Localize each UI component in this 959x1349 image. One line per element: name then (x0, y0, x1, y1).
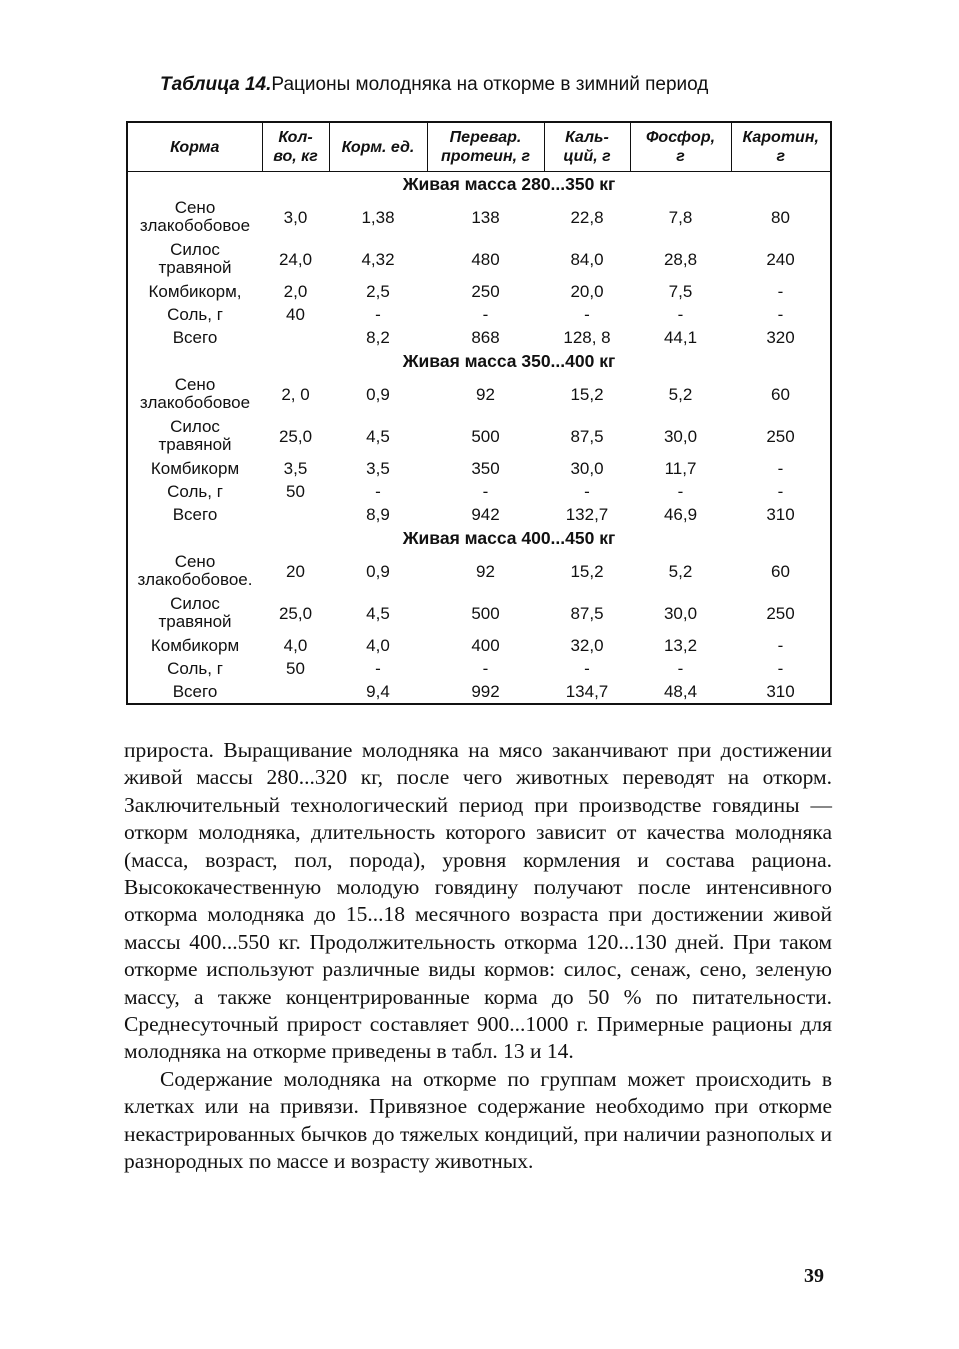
table-cell: 8,2 (366, 328, 390, 347)
page-number: 39 (804, 1265, 824, 1287)
table-cell: 400 (471, 636, 500, 655)
table-cell: 500 (471, 426, 500, 446)
feed-name-line: травяной (158, 258, 232, 277)
section-title: Живая масса 350...400 кг (402, 350, 616, 371)
table-cell: - (777, 459, 784, 478)
feed-name (127, 634, 262, 657)
feed-name-line: травяной (158, 435, 232, 454)
table-cell: 4,0 (366, 636, 390, 655)
column-header-line: Фосфор, (645, 129, 716, 146)
table-cell: 2, 0 (281, 384, 310, 404)
feed-name-line: Сено (174, 552, 216, 571)
table-cell: 320 (766, 328, 795, 347)
table-cell: 128, 8 (563, 328, 611, 347)
table-row (127, 457, 831, 480)
table-row (127, 303, 831, 326)
table-cell: 50 (286, 482, 305, 501)
table-cell: 20,0 (570, 282, 604, 301)
table-cell: 30,0 (570, 459, 604, 478)
feed-name-line: Всего (172, 681, 218, 701)
table-cell: 250 (766, 426, 795, 446)
column-header-line: Каль- (565, 129, 609, 146)
column-header-line: Кол- (278, 129, 313, 146)
table-cell: 30,0 (663, 426, 698, 446)
table-cell: 250 (471, 282, 500, 301)
table-cell: 13,2 (663, 636, 698, 655)
feed-name-line: Сено (174, 198, 216, 217)
table-cell: - (375, 305, 381, 324)
table-cell: 240 (766, 249, 795, 269)
table-cell: 0,9 (366, 561, 390, 581)
table-cell: 87,5 (570, 426, 604, 446)
paragraph-2: Содержание молодняка на откорме по группам может происходить в клетках или на привязи. Привязное содержание необходимо при откорме некастрированных бычков до тяжелых кондиций, при наличии разнополых и разнородных по массе и возрасту животных. (124, 1066, 832, 1174)
table-cell: 40 (286, 305, 305, 324)
column-header-line: во, кг (273, 148, 318, 165)
table-row (127, 373, 831, 415)
table-row (127, 657, 831, 680)
section-title: Живая масса 400...450 кг (402, 527, 616, 548)
table-caption-title: Рационы молодняка на откорме в зимний период (271, 74, 709, 95)
feed-name (127, 592, 262, 634)
table-cell: 4,0 (283, 636, 308, 655)
feed-name-line: травяной (158, 612, 232, 631)
feed-name (127, 480, 262, 503)
feed-name (127, 326, 262, 349)
table-cell: 868 (471, 328, 500, 347)
table-row (127, 550, 831, 592)
table-row (127, 280, 831, 303)
feed-name (127, 238, 262, 280)
table-row (127, 634, 831, 657)
table-cell: 80 (771, 207, 790, 227)
table-cell: 48,4 (663, 682, 698, 701)
table-cell: 3,0 (283, 207, 308, 227)
feed-name-line: Соль, г (167, 481, 223, 501)
table-cell: 5,2 (668, 561, 693, 581)
table-cell: 20 (286, 561, 305, 581)
table-row (127, 238, 831, 280)
feed-name-line: Комбикорм (150, 635, 240, 655)
table-cell: 28,8 (663, 249, 698, 269)
table-cell: 24,0 (278, 249, 313, 269)
table-cell: 60 (771, 384, 790, 404)
section-header-row (127, 349, 831, 373)
table-cell: - (777, 636, 784, 655)
table-cell: 7,8 (668, 207, 693, 227)
feed-name (127, 503, 262, 526)
feed-name-line: злакобобовое. (137, 570, 253, 589)
table-cell: - (777, 482, 784, 501)
ration-table (126, 121, 832, 705)
table-cell: 2,0 (283, 282, 308, 301)
table-cell: 8,9 (366, 505, 390, 524)
table-cell: 350 (471, 459, 500, 478)
table-cell: 1,38 (361, 207, 395, 227)
table-cell: 25,0 (278, 426, 313, 446)
column-header (630, 122, 731, 172)
table-cell: - (677, 659, 684, 678)
column-header (262, 122, 329, 172)
table-cell: - (482, 482, 489, 501)
table-cell: - (677, 482, 684, 501)
paragraph-1: прироста. Выращивание молодняка на мясо заканчивают при достижении живой массы 280...320 кг, после чего животных переводят на откорм. Заключительный технологический период при производстве говядины — откорм молодняка, длительность которого зависит от качества молодняка (масса, возраст, пол, порода), уровня кормления и состава рациона. Высококачественную молодую говядину получают после интенсивного откорма молодняка до 15...18 месячного возраста при достижении живой массы 400...550 кг. Продолжительность откорма 120...130 дней. При таком откорме используют различные виды кормов: силос, сенаж, сено, зеленую массу, а также концентрированные корма до 50 % по питательности. Среднесуточный прирост составляет 900...1000 г. Примерные рационы для молодняка на откорме приведены в табл. 13 и 14. (124, 738, 832, 1064)
table-cell: 5,2 (668, 384, 693, 404)
table-row (127, 480, 831, 503)
table-row (127, 592, 831, 634)
table-cell: 92 (476, 561, 495, 581)
table-cell: 132,7 (565, 505, 609, 524)
table-cell: 44,1 (663, 328, 698, 347)
table-cell: - (375, 482, 381, 501)
feed-name-line: Комбикорм (150, 458, 240, 478)
table-cell: 992 (471, 682, 500, 701)
feed-name-line: Силос (170, 594, 220, 613)
feed-name-line: злакобобовое (139, 216, 251, 235)
column-header (127, 122, 262, 172)
table-body (127, 172, 831, 705)
table-row (127, 680, 831, 704)
table-cell: 25,0 (278, 603, 313, 623)
feed-name (127, 303, 262, 326)
table-cell: 87,5 (570, 603, 604, 623)
table-cell: - (482, 659, 489, 678)
table-cell: 942 (471, 505, 500, 524)
table-cell: 4,5 (366, 426, 390, 446)
section-header-row (127, 526, 831, 550)
column-header-line: Корма (170, 138, 220, 156)
feed-name (127, 680, 262, 704)
table-row (127, 415, 831, 457)
table-cell: 50 (286, 659, 305, 678)
column-header-line: ций, г (563, 148, 611, 165)
table-cell: - (584, 659, 590, 678)
table-cell: 7,5 (668, 282, 693, 301)
feed-name (127, 280, 262, 303)
feed-name (127, 550, 262, 592)
table-cell: 134,7 (565, 682, 609, 701)
column-header-line: протеин, г (440, 148, 531, 165)
column-header-line: Каротин, (742, 129, 819, 146)
ration-table-container (126, 121, 830, 705)
table-caption-label: Таблица 14. (160, 74, 272, 95)
body-text (124, 737, 832, 1176)
feed-name-line: Комбикорм, (148, 281, 242, 301)
table-cell (262, 680, 329, 704)
feed-name-line: Соль, г (167, 658, 223, 678)
table-cell: 22,8 (570, 207, 604, 227)
table-cell: - (677, 305, 684, 324)
table-cell: 9,4 (366, 682, 390, 701)
column-header-line: г (676, 148, 685, 165)
table-cell: 310 (766, 505, 795, 524)
table-cell: 4,5 (366, 603, 390, 623)
feed-name-line: Всего (172, 504, 218, 524)
feed-name-line: Соль, г (167, 304, 223, 324)
table-cell: 500 (471, 603, 500, 623)
table-cell: 480 (471, 249, 500, 269)
feed-name (127, 196, 262, 238)
column-header-line: Перевар. (449, 129, 522, 146)
feed-name (127, 373, 262, 415)
feed-name (127, 415, 262, 457)
table-cell: 138 (471, 207, 500, 227)
table-cell: 30,0 (663, 603, 698, 623)
section-header-row (127, 172, 831, 197)
feed-name (127, 657, 262, 680)
table-cell: 4,32 (361, 249, 395, 269)
table-cell: 2,5 (366, 282, 390, 301)
table-cell: 60 (771, 561, 790, 581)
column-header-line: Корм. ед. (341, 138, 415, 156)
table-cell (262, 326, 329, 349)
table-cell: 84,0 (570, 249, 604, 269)
table-cell: - (375, 659, 381, 678)
table-row (127, 503, 831, 526)
column-header (427, 122, 544, 172)
feed-name-line: злакобобовое (139, 393, 251, 412)
feed-name-line: Силос (170, 417, 220, 436)
table-cell: 15,2 (570, 384, 604, 404)
table-cell: 250 (766, 603, 795, 623)
column-header-line: г (776, 148, 786, 165)
table-cell: - (584, 305, 590, 324)
table-cell: 310 (766, 682, 795, 701)
table-cell: - (584, 482, 590, 501)
table-cell: 3,5 (366, 459, 390, 478)
section-title: Живая масса 280...350 кг (402, 173, 616, 194)
table-cell: 11,7 (664, 459, 697, 478)
table-cell: - (777, 305, 784, 324)
table-row (127, 326, 831, 349)
table-cell: - (777, 282, 784, 301)
table-cell: 0,9 (366, 384, 390, 404)
column-header (544, 122, 630, 172)
table-caption (160, 74, 800, 96)
table-cell: 46,9 (663, 505, 698, 524)
feed-name-line: Сено (174, 375, 216, 394)
table-header-row (127, 122, 831, 172)
feed-name-line: Всего (172, 327, 218, 347)
column-header (329, 122, 427, 172)
feed-name (127, 457, 262, 480)
table-cell: 92 (476, 384, 495, 404)
column-header (731, 122, 831, 172)
feed-name-line: Силос (170, 240, 220, 259)
table-cell: 15,2 (570, 561, 604, 581)
table-cell: - (482, 305, 489, 324)
table-cell: 32,0 (570, 636, 604, 655)
table-cell (262, 503, 329, 526)
table-row (127, 196, 831, 238)
table-cell: - (777, 659, 784, 678)
table-cell: 3,5 (283, 459, 308, 478)
